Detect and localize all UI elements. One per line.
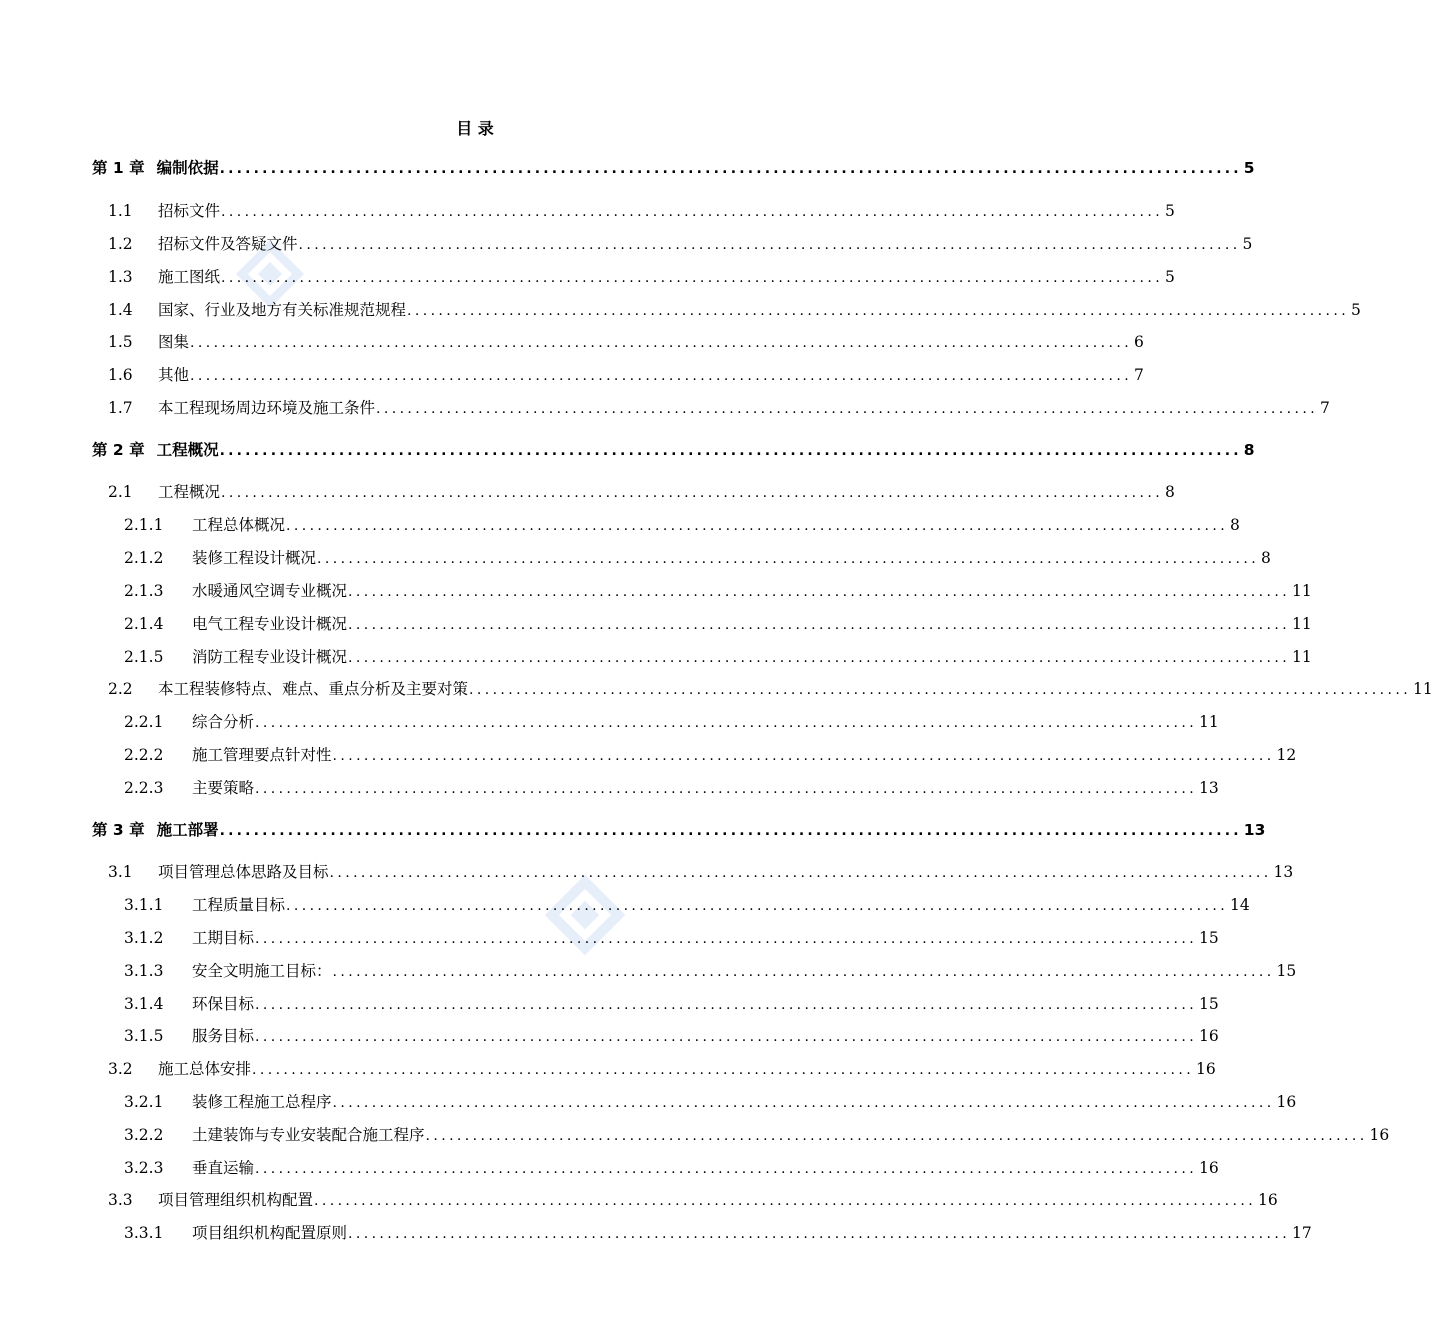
- toc-entry-number: 2.1.3: [124, 582, 164, 600]
- toc-entry[interactable]: [124, 894, 1250, 916]
- toc-entry-label: 其他: [158, 366, 190, 384]
- toc-entry[interactable]: [108, 233, 1253, 255]
- toc-entry-page: 16: [1369, 1126, 1390, 1144]
- toc-entry-label: 项目组织机构配置原则: [192, 1224, 348, 1242]
- toc-entry[interactable]: [124, 1222, 1312, 1244]
- toc-entry-number: 3.2.1: [124, 1093, 164, 1111]
- toc-entry[interactable]: [124, 1025, 1219, 1047]
- toc-entry-label: 工程概况: [156, 441, 219, 459]
- toc-entry-number: 2.2: [108, 680, 133, 698]
- toc-entry-page: 8: [1230, 516, 1240, 534]
- toc-entry-number: 3.2.2: [124, 1126, 164, 1144]
- toc-entry-page: 15: [1199, 995, 1219, 1013]
- toc-entry-number: 第 2 章: [92, 441, 145, 459]
- toc-entry-page: 11: [1199, 713, 1219, 731]
- toc-entry-label: 施工总体安排: [158, 1060, 252, 1078]
- toc-title: 目 录: [456, 119, 494, 138]
- toc-entry-page: 5: [1165, 202, 1175, 220]
- toc-entry-number: 1.2: [108, 235, 133, 253]
- toc-entry-label: 水暖通风空调专业概况: [192, 582, 348, 600]
- toc-entry[interactable]: [124, 613, 1312, 635]
- toc-leader-dots: ........................................................................................................................: [332, 1095, 1275, 1111]
- toc-leader-dots: ........................................................................................................................: [329, 865, 1272, 881]
- toc-entry-label: 装修工程施工总程序: [192, 1093, 332, 1111]
- toc-entry-page: 16: [1258, 1191, 1278, 1209]
- toc-entry-label: 编制依据: [156, 159, 219, 177]
- toc-entry[interactable]: [124, 1091, 1297, 1113]
- toc-entry-number: 3.3: [108, 1191, 133, 1209]
- toc-entry[interactable]: [124, 1124, 1390, 1146]
- toc-leader-dots: ........................................................................................................................: [332, 964, 1275, 980]
- toc-entry-number: 2.1.1: [124, 516, 164, 534]
- toc-entry[interactable]: [108, 481, 1175, 503]
- toc-entry-page: 15: [1276, 962, 1297, 980]
- toc-entry-number: 第 1 章: [92, 159, 145, 177]
- toc-entry-page: 11: [1413, 680, 1433, 698]
- toc-entry-page: 13: [1243, 821, 1266, 839]
- toc-entry-label: 项目管理组织机构配置: [158, 1191, 314, 1209]
- toc-entry[interactable]: [124, 646, 1312, 668]
- toc-entry-label: 招标文件: [158, 202, 221, 220]
- toc-entry-number: 1.7: [108, 399, 133, 417]
- toc-entry[interactable]: [108, 200, 1175, 222]
- toc-entry-page: 13: [1273, 863, 1294, 881]
- toc-entry-label: 本工程现场周边环境及施工条件: [158, 399, 376, 417]
- toc-entry-number: 1.5: [108, 333, 133, 351]
- toc-leader-dots: ........................................................................................................................: [286, 518, 1229, 534]
- toc-entry[interactable]: [92, 439, 1255, 461]
- toc-leader-dots: ........................................................................................................................: [286, 898, 1229, 914]
- toc-entry-number: 3.1.5: [124, 1027, 164, 1045]
- toc-entry-page: 13: [1199, 779, 1219, 797]
- toc-entry-page: 16: [1276, 1093, 1297, 1111]
- toc-entry-page: 16: [1199, 1159, 1219, 1177]
- toc-entry-label: 国家、行业及地方有关标准规范规程: [158, 301, 407, 319]
- toc-entry-number: 2.1.2: [124, 549, 164, 567]
- toc-entry[interactable]: [124, 927, 1219, 949]
- toc-entry-label: 装修工程设计概况: [192, 549, 317, 567]
- toc-entry-label: 施工管理要点针对性: [192, 746, 332, 764]
- toc-entry[interactable]: [108, 397, 1330, 419]
- toc-entry-number: 3.3.1: [124, 1224, 164, 1242]
- toc-entry[interactable]: [108, 678, 1433, 700]
- toc-entry-page: 11: [1292, 648, 1312, 666]
- toc-leader-dots: ........................................................................................................................: [348, 1226, 1291, 1242]
- toc-leader-dots: ........................................................................................................................: [255, 931, 1198, 947]
- toc-entry-number: 2.2.1: [124, 713, 164, 731]
- toc-entry[interactable]: [108, 1058, 1216, 1080]
- toc-leader-dots: ........................................................................................................................: [348, 584, 1291, 600]
- toc-entry-label: 工程总体概况: [192, 516, 286, 534]
- toc-entry-number: 1.4: [108, 301, 133, 319]
- toc-entry-number: 3.2.3: [124, 1159, 164, 1177]
- toc-leader-dots: ........................................................................................................................: [469, 682, 1412, 698]
- toc-leader-dots: ........................................................................................................................: [348, 650, 1291, 666]
- toc-entry-number: 2.1: [108, 483, 133, 501]
- toc-entry-label: 综合分析: [192, 713, 255, 731]
- toc-entry-number: 3.1.2: [124, 929, 164, 947]
- toc-entry-label: 服务目标: [192, 1027, 255, 1045]
- toc-leader-dots: ........................................................................................................................: [221, 204, 1164, 220]
- toc-leader-dots: ........................................................................................................................: [221, 485, 1164, 501]
- toc-entry-page: 16: [1199, 1027, 1219, 1045]
- toc-entry[interactable]: [108, 1189, 1278, 1211]
- toc-entry-page: 8: [1261, 549, 1271, 567]
- toc-entry-page: 11: [1292, 615, 1312, 633]
- toc-leader-dots: ........................................................................................................................: [407, 303, 1350, 319]
- toc-entry-label: 环保目标: [192, 995, 255, 1013]
- toc-leader-dots: ........................................................................................................................: [255, 1161, 1198, 1177]
- toc-entry[interactable]: [108, 299, 1361, 321]
- toc-entry-number: 1.3: [108, 268, 133, 286]
- toc-leader-dots: ........................................................................................................................: [252, 1062, 1195, 1078]
- toc-entry-number: 2.1.4: [124, 615, 164, 633]
- toc-entry-label: 施工部署: [156, 821, 219, 839]
- toc-entry-label: 工期目标: [192, 929, 255, 947]
- toc-entry[interactable]: [124, 777, 1219, 799]
- toc-entry[interactable]: [108, 331, 1144, 353]
- toc-entry-label: 本工程装修特点、难点、重点分析及主要对策: [158, 680, 469, 698]
- toc-entry-number: 3.1.1: [124, 896, 164, 914]
- toc-entry-number: 3.1.4: [124, 995, 164, 1013]
- toc-entry-page: 12: [1276, 746, 1297, 764]
- toc-entry-number: 2.2.3: [124, 779, 164, 797]
- toc-leader-dots: ........................................................................................................................: [314, 1193, 1257, 1209]
- toc-entry-page: 6: [1134, 333, 1144, 351]
- toc-entry-label: 工程质量目标: [192, 896, 286, 914]
- toc-entry-page: 7: [1134, 366, 1144, 384]
- toc-leader-dots: ........................................................................................................................: [376, 401, 1319, 417]
- toc-entry-label: 消防工程专业设计概况: [192, 648, 348, 666]
- toc-entry-label: 主要策略: [192, 779, 255, 797]
- toc-entry-page: 16: [1196, 1060, 1216, 1078]
- toc-entry[interactable]: [92, 819, 1266, 841]
- toc-entry-page: 5: [1243, 159, 1255, 177]
- toc-entry-number: 3.2: [108, 1060, 133, 1078]
- toc-entry-number: 1.6: [108, 366, 133, 384]
- toc-entry-number: 2.2.2: [124, 746, 164, 764]
- toc-entry[interactable]: [124, 1157, 1219, 1179]
- toc-entry[interactable]: [92, 157, 1255, 179]
- toc-entry[interactable]: [124, 580, 1312, 602]
- toc-entry-page: 17: [1292, 1224, 1312, 1242]
- toc-leader-dots: ........................................................................................................................: [190, 368, 1133, 384]
- toc-entry-number: 1.1: [108, 202, 133, 220]
- toc-leader-dots: ........................................................................................................................: [219, 823, 1242, 839]
- toc-entry-page: 11: [1292, 582, 1312, 600]
- toc-entry-page: 7: [1320, 399, 1330, 417]
- toc-leader-dots: ........................................................................................................................: [255, 781, 1198, 797]
- toc-entry-page: 5: [1165, 268, 1175, 286]
- toc-entry[interactable]: [124, 960, 1297, 982]
- toc-entry-label: 安全文明施工目标：: [192, 962, 332, 980]
- toc-entry-number: 第 3 章: [92, 821, 145, 839]
- toc-leader-dots: ........................................................................................................................: [255, 715, 1198, 731]
- toc-entry-page: 8: [1243, 441, 1255, 459]
- toc-entry-page: 5: [1351, 301, 1361, 319]
- toc-leader-dots: ........................................................................................................................: [219, 161, 1242, 177]
- toc-leader-dots: ........................................................................................................................: [255, 1029, 1198, 1045]
- toc-leader-dots: ........................................................................................................................: [317, 551, 1260, 567]
- toc-entry-number: 2.1.5: [124, 648, 164, 666]
- toc-entry[interactable]: [108, 861, 1294, 883]
- toc-leader-dots: ........................................................................................................................: [221, 270, 1164, 286]
- toc-entry-label: 项目管理总体思路及目标: [158, 863, 329, 881]
- toc-entry-label: 土建装饰与专业安装配合施工程序: [192, 1126, 425, 1144]
- toc-leader-dots: ........................................................................................................................: [219, 443, 1242, 459]
- toc-entry[interactable]: [124, 514, 1240, 536]
- toc-entry[interactable]: [108, 266, 1175, 288]
- toc-entry-page: 14: [1230, 896, 1250, 914]
- toc-leader-dots: ........................................................................................................................: [298, 237, 1241, 253]
- toc-entry[interactable]: [124, 993, 1219, 1015]
- toc-entry-label: 图集: [158, 333, 190, 351]
- toc-entry[interactable]: [124, 547, 1271, 569]
- toc-entry-label: 垂直运输: [192, 1159, 255, 1177]
- toc-entry-page: 5: [1242, 235, 1253, 253]
- toc-entry-label: 工程概况: [158, 483, 221, 501]
- toc-entry[interactable]: [108, 364, 1144, 386]
- toc-entry-label: 招标文件及答疑文件: [158, 235, 298, 253]
- toc-entry[interactable]: [124, 744, 1297, 766]
- toc-leader-dots: ........................................................................................................................: [255, 997, 1198, 1013]
- toc-entry-page: 8: [1165, 483, 1175, 501]
- toc-entry-page: 15: [1199, 929, 1219, 947]
- toc-leader-dots: ........................................................................................................................: [190, 335, 1133, 351]
- toc-entry-number: 3.1.3: [124, 962, 164, 980]
- toc-leader-dots: ........................................................................................................................: [425, 1128, 1368, 1144]
- toc-entry-number: 3.1: [108, 863, 133, 881]
- toc-entry-label: 电气工程专业设计概况: [192, 615, 348, 633]
- toc-entry[interactable]: [124, 711, 1219, 733]
- toc-leader-dots: ........................................................................................................................: [348, 617, 1291, 633]
- toc-entry-label: 施工图纸: [158, 268, 221, 286]
- toc-leader-dots: ........................................................................................................................: [332, 748, 1275, 764]
